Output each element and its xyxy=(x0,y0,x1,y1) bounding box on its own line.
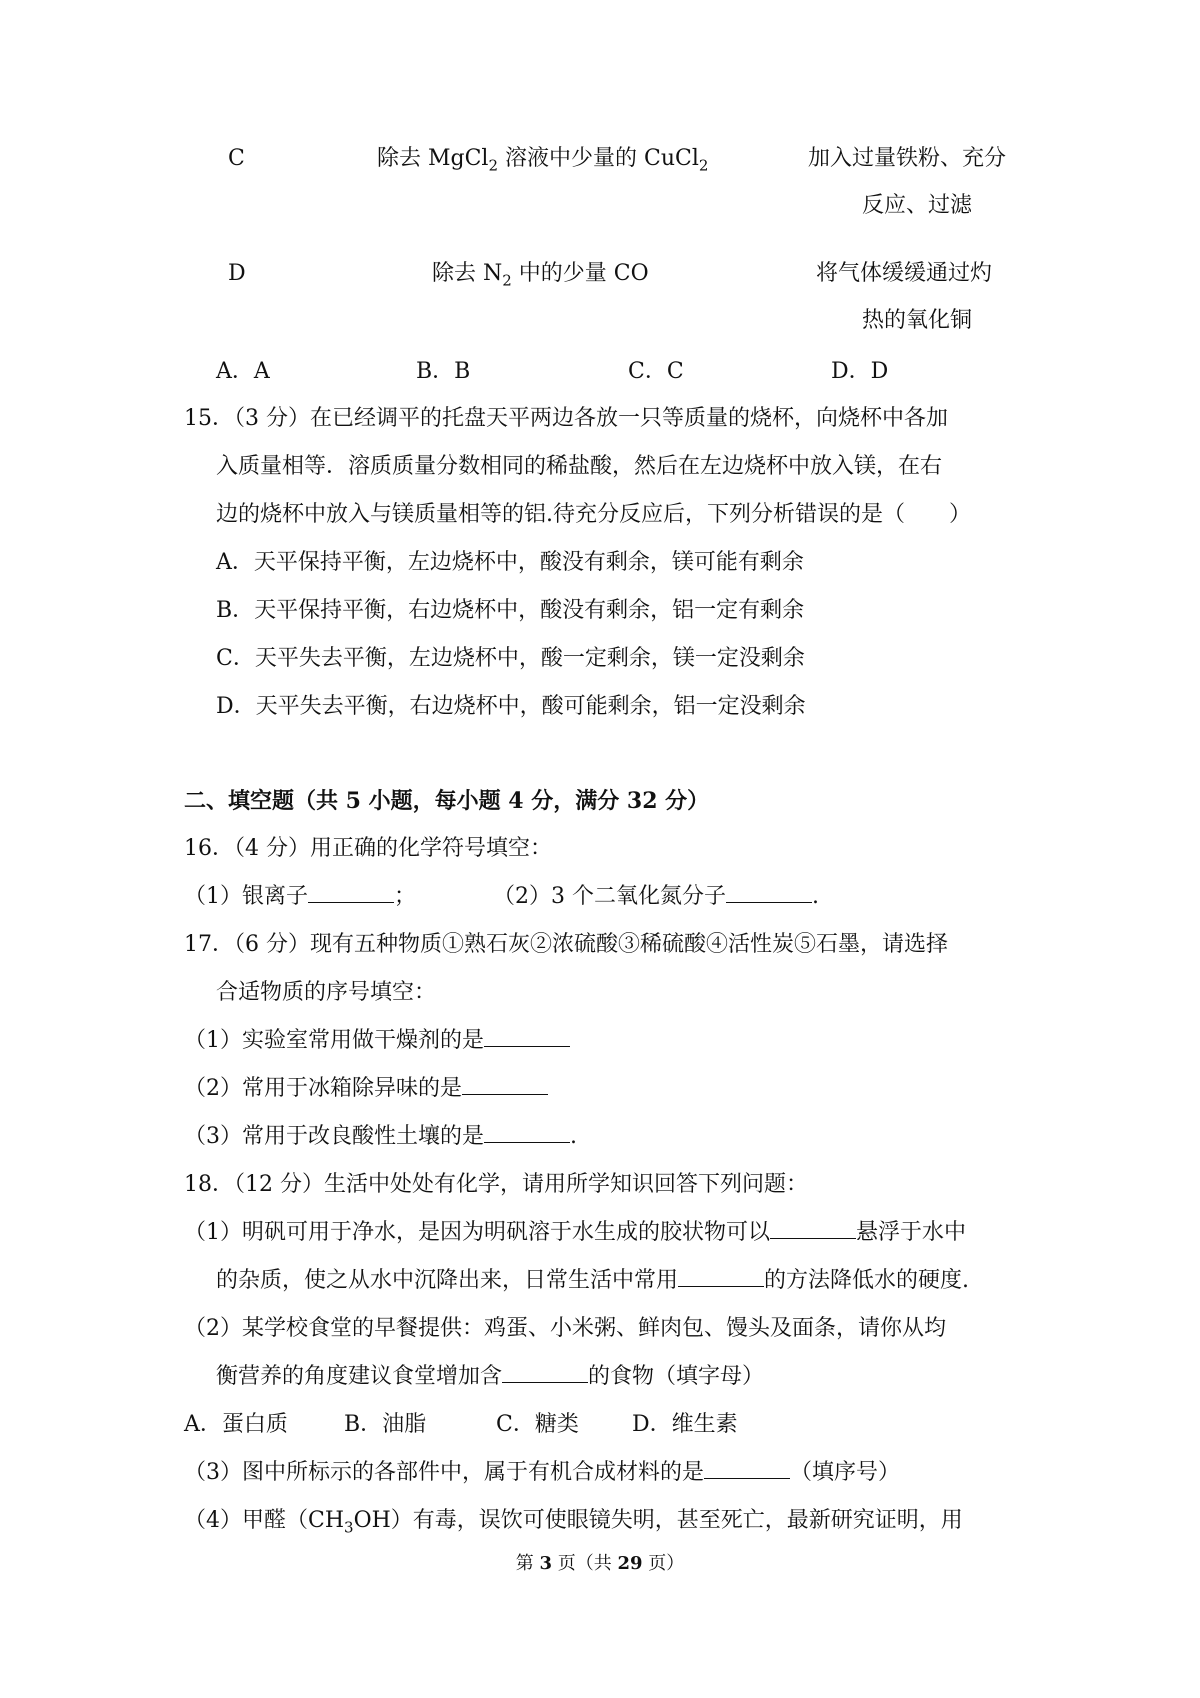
q18-option-a: A．蛋白质 xyxy=(184,1412,288,1437)
table-row-c-method-line2: 反应、过滤 xyxy=(862,193,973,218)
q18-option-d: D．维生素 xyxy=(632,1412,738,1437)
answer-blank xyxy=(462,1074,548,1095)
q18-option-b: B．油脂 xyxy=(344,1412,427,1437)
current-page-number: 3 xyxy=(539,1553,552,1574)
answer-blank xyxy=(484,1026,570,1047)
q15-stem-line2: 入质量相等．溶质质量分数相同的稀盐酸，然后在左边烧杯中放入镁，在右 xyxy=(216,454,943,479)
q17-stem-line2: 合适物质的序号填空： xyxy=(216,980,437,1005)
table-row-d-purpose: 除去 $N_2$ 中的少量 CO xyxy=(432,261,649,290)
table-row-d-method-line2: 热的氧化铜 xyxy=(862,308,973,333)
answer-blank xyxy=(770,1218,856,1239)
q16-part1: （1）银离子 ； xyxy=(184,884,417,909)
table-row-d-method-line1: 将气体缓缓通过灼 xyxy=(816,261,993,286)
table-row-d-label: D xyxy=(228,261,246,286)
q18-part2-line2: 衡营养的角度建议食堂增加含 的食物（填字母） xyxy=(216,1364,765,1389)
q14-option-c: C．C xyxy=(628,359,684,384)
q18-part1-line2: 的杂质，使之从水中沉降出来，日常生活中常用 的方法降低水的硬度. xyxy=(216,1268,970,1293)
answer-blank xyxy=(704,1458,790,1479)
q18-part2-line1: （2）某学校食堂的早餐提供：鸡蛋、小米粥、鲜肉包、馒头及面条，请你从均 xyxy=(184,1316,946,1341)
answer-blank xyxy=(726,882,812,903)
table-row-c-label: C xyxy=(228,146,245,171)
q15-option-d: D．天平失去平衡，右边烧杯中，酸可能剩余，铝一定没剩余 xyxy=(216,694,806,719)
table-row-c-method-line1: 加入过量铁粉、充分 xyxy=(808,146,1007,171)
q15-stem-line3: 边的烧杯中放入与镁质量相等的铝.待充分反应后，下列分析错误的是（ ） xyxy=(216,502,971,527)
q14-option-b: B．B xyxy=(416,359,471,384)
q15-stem-line1: 15．（3 分）在已经调平的托盘天平两边各放一只等质量的烧杯，向烧杯中各加 xyxy=(184,406,948,431)
answer-blank xyxy=(484,1122,570,1143)
total-page-count: 29 xyxy=(617,1553,643,1574)
q18-part3: （3）图中所标示的各部件中，属于有机合成材料的是 （填序号） xyxy=(184,1460,901,1485)
q15-option-b: B．天平保持平衡，右边烧杯中，酸没有剩余，铝一定有剩余 xyxy=(216,598,805,623)
answer-blank xyxy=(308,882,394,903)
section2-title: 二、填空题（共 5 小题，每小题 4 分，满分 32 分） xyxy=(184,788,710,814)
q18-part1-line1: （1）明矾可用于净水，是因为明矾溶于水生成的胶状物可以 悬浮于水中 xyxy=(184,1220,967,1245)
answer-blank xyxy=(502,1362,588,1383)
q18-stem: 18．（12 分）生活中处处有化学，请用所学知识回答下列问题： xyxy=(184,1172,808,1197)
q18-option-c: C．糖类 xyxy=(496,1412,579,1437)
table-row-c-purpose: 除去 MgCl$_2$ 溶液中少量的 CuCl$_2$ xyxy=(377,146,709,175)
q17-part2: （2）常用于冰箱除异味的是 xyxy=(184,1074,548,1104)
q16-stem: 16．（4 分）用正确的化学符号填空： xyxy=(184,836,552,861)
q15-option-a: A．天平保持平衡，左边烧杯中，酸没有剩余，镁可能有剩余 xyxy=(216,550,804,575)
q14-option-d: D．D xyxy=(831,359,889,384)
page-footer: 第 3 页（共 29 页） xyxy=(515,1553,685,1574)
q17-part1: （1）实验室常用做干燥剂的是 xyxy=(184,1026,570,1056)
q17-stem-line1: 17．（6 分）现有五种物质①熟石灰②浓硫酸③稀硫酸④活性炭⑤石墨，请选择 xyxy=(184,932,948,957)
answer-blank xyxy=(678,1266,764,1287)
q16-part2: （2）3 个二氧化氮分子 . xyxy=(493,884,819,909)
q17-part3: （3）常用于改良酸性土壤的是 . xyxy=(184,1124,577,1149)
q18-part4: （4）甲醛$(CH_3OH)$有毒，误饮可使眼镜失明，甚至死亡，最新研究证明，用 xyxy=(184,1508,963,1537)
q14-option-a: A．A xyxy=(216,359,270,384)
q15-option-c: C．天平失去平衡，左边烧杯中，酸一定剩余，镁一定没剩余 xyxy=(216,646,805,671)
